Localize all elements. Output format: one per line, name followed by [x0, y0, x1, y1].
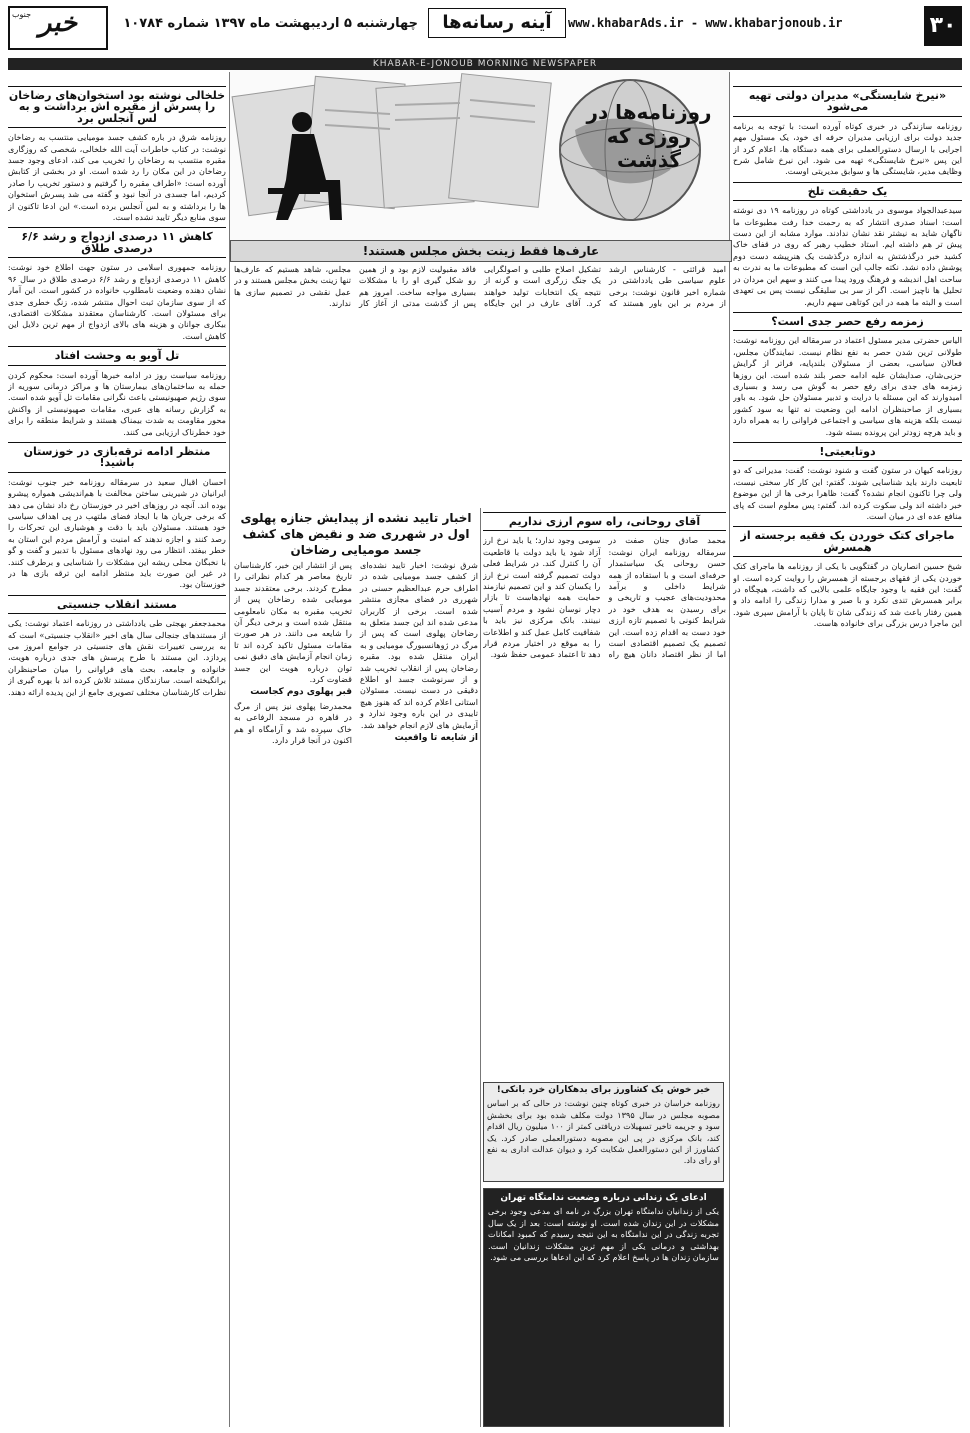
rohani-columns	[483, 535, 726, 661]
body-nirkh: روزنامه سازندگی در خبری کوتاه آورده است: با توجه به برنامه جدید دولت برای ارزیابی مدیران حرفه ای خود، یک مسئول مهم اجرایی با ارسال دستورالعملی برای همه دستگاه ها، اعلام کرد از این پس «نیرخ شایستگی» تهیه می شود. این نیرخ شامل شرح وظایف مدیر، شایستگی ها و سوابق مدیریتی اوست.	[733, 120, 962, 177]
reza-text-3: محمدرضا پهلوی نیز پس از مرگ در قاهره در مسجد الرفاعی به خاک سپرده شد و آرامگاه او هم اکنون در آنجا قرار دارد.	[234, 700, 352, 746]
reza-columns	[234, 560, 478, 748]
headline-house-arrest: زمزمه رفع حصر جدی است؟	[733, 312, 962, 331]
reza-text: شرق نوشت: اخبار تایید نشده‌ای از کشف جسد مومیایی شده در اطراف حرم عبدالعظیم حسنی در شهرری در فضای مجازی منتشر شده است. برخی از کاربران مدعی شده اند این جسد متعلق به رضاخان پهلوی است که پس از مرگ در ژوهانسبورگ مومیایی و به ایران منتقل شده بود. مقبره رضاخان پس از انقلاب تخریب شد و از سرنوشت جسد او اطلاع دقیقی در دست نیست. مسئولان استانی اعلام کرده اند که هنوز هیچ تاییدی در این باره وجود ندارد و آزمایش های لازم انجام خواهد شد.	[360, 560, 478, 730]
arif-text: امید قرائتی - کارشناس ارشد علوم سیاسی طی یادداشتی در شماره اخیر قانون نوشت: برخی از مردم بر این باور هستند که تشکیل اصلاح طلبی و اصولگرایی یک جنگ زرگری است و گرنه از نتیجه یک انتخابات تولید خواهند کرد. آقای عارف در این جایگاه فاقد مقبولیت لازم بود و از همین رو شکل گیری او را با مشکلات بسیاری مواجه ساخت. امروز هم پس از گذشت مدتی از آغاز کار مجلس، شاهد هستیم که عارف‌ها تنها زینت بخش مجلس هستند و در عمل نقشی در تصمیم سازی ها ندارند.	[234, 264, 726, 309]
headline-bitter-truth: یک حقیقت تلخ	[733, 182, 962, 201]
headline-documentary: مستند انقلاب جنسیتی	[8, 595, 226, 614]
headline-rohani: آقای روحانی، راه سوم ارزی نداریم	[483, 512, 726, 531]
body-bitter-truth: سیدعبدالجواد موسوی در یادداشتی کوتاه در روزنامه ۱۹ دی نوشته است: اسناد صدری انتشار که به رحمت خدا رفت مطبوعات ما ناگهان شاید به نیشتر نقد نشان ندادند. موارد مشابه از این دست پیش تر هم داشته ایم. استاد خطیب رهبر که روی در قفای خاک کشید خبر درگذشتش به اندازه درگذشت یک هنرپیشه دست دوم پوشش داده نشد. نکته جالب این است که مطبوعات ما به ندرت به ساحت اهل اندیشه و فرهنگ ورود پیدا می کنند و سهم این مردان در تحلیل ها ناچیز است. اگر از سر بی سلیقگی نیست پس بی تعهدی است و البته ما همه در این کوتاهی سهم داریم.	[733, 205, 962, 307]
headline-faqih: ماجرای کتک خوردن یک فقیه برجسته از همسرش	[733, 526, 962, 557]
body-tel-aviv: روزنامه سیاست روز در ادامه خبرها آورده است: محکوم کردن حمله به ساختمان‌های بیمارستان ها و مراکز درمانی سوریه از سوی رژیم صهیونیستی باعث نگرانی مقامات تل آویو شده است. به گزارش رسانه های عبری، مقامات صهیونیستی از واکنش محور مقاومت به شدت بیمناک هستند و شرایط منطقه را برای خود خطرناک ارزیابی می کنند.	[8, 369, 226, 437]
body-arif	[234, 264, 726, 504]
left-column	[8, 82, 226, 1427]
headline-farmer: خبر خوش یک کشاورز برای بدهکاران خرد بانکی!	[496, 1085, 711, 1095]
farmer-box	[483, 1082, 724, 1182]
prison-text: یکی از زندانیان ندامتگاه تهران بزرگ در نامه ای مدعی وجود برخی مشکلات در این زندان شده است. او نوشته است: بعد از یک سال تجربه زندگی در این ندامتگاه به این نتیجه رسیدم که کمبود امکانات بهداشتی و درمانی یکی از مهم ترین مشکلات زندانیان است. سازمان زندان ها در پاسخ اعلام کرد که این ادعاها بررسی می شود.	[488, 1206, 719, 1263]
headline-khalkhali: خلخالی نوشته بود استخوان‌های رضاخان را پسرش از مقبره اش برداشت و به لس آنجلس برد	[8, 86, 226, 128]
farmer-text: روزنامه خراسان در خبری کوتاه چنین نوشت: در حالی که بر اساس مصوبه مجلس در سال ۱۳۹۵ دولت مکلف شده بود برای بخشش سود و جریمه تاخیر تسهیلات دریافتی کمتر از ۱۰۰ میلیون ریال اقدام کند، بانک مرکزی در پی این مصوبه دستورالعملی صادر کرد. یک کشاورز از این دستورالعمل شکایت کرد و دیوان عدالت اداری به نفع او رای داد.	[487, 1098, 721, 1166]
column-rule	[729, 72, 730, 1427]
illustration-title: روزنامه‌ها در روزی که گذشت	[586, 100, 712, 172]
column-rule	[480, 508, 481, 1427]
body-marriage: روزنامه جمهوری اسلامی در ستون جهت اطلاع خود نوشت: کاهش ۱۱ درصدی ازدواج و رشد ۶/۶ درصدی طلاق در سال ۹۶ نشان دهنده وضعیت نامطلوب خانواده در کشور است. این آمار که از سوی سازمان ثبت احوال منتشر شده، زنگ خطری جدی برای مسئولان است. کارشناسان معتقدند مشکلات اقتصادی، بیکاری جوانان و هزینه های بالای ازدواج از مهم ترین دلایل این کاهش است.	[8, 262, 226, 341]
headline-marriage: کاهش ۱۱ درصدی ازدواج و رشد ۶/۶ درصدی طلاق	[8, 227, 226, 258]
date-line: چهارشنبه ۵ اردیبهشت ماه ۱۳۹۷ شماره ۱۰۷۸۴	[123, 16, 418, 31]
logo-sub: جنوب	[12, 10, 32, 19]
headline-khuzestan: منتظر ادامه ترقه‌بازی در خوزستان باشید!	[8, 442, 226, 473]
site-urls[interactable]: www.khabarAds.ir - www.khabarjonoub.ir	[568, 16, 843, 30]
reza-subhead-rumor: از شایعه تا واقعیت	[394, 733, 478, 744]
headline-tel-aviv: تل آویو به وحشت افتاد	[8, 346, 226, 365]
reza-subhead-grave: قبر پهلوی دوم کجاست	[250, 687, 352, 698]
logo-main: خبر	[38, 8, 78, 38]
right-column	[733, 82, 962, 1427]
body-faqih: شیخ حسین انصاریان در گفتگویی با یکی از روزنامه ها ماجرای کتک خوردن یکی از فقهای برجسته از همسرش را روایت کرده است. او گفت: این فقیه با وجود جایگاه علمی بالایی که داشت، هیچگاه در برابر همسرش تندی نکرد و با صبر و مدارا زندگی را ادامه داد و همین رفتار باعث شد که زندگی شان تا پایان با آرامش سپری شود. این ماجرا درس بزرگی برای خانواده هاست.	[733, 561, 962, 629]
body-khalkhali: روزنامه شرق در باره کشف جسد مومیایی منتسب به رضاخان نوشت: در کتاب خاطرات آیت الله خلخالی، شخصی که روزگاری مقبره منتسب به رضاخان را تخریب می کند، ادعای وجود جسد رضاخان در این مکان را رد شده است. او در بخشی از کتابش آورده است: «اطراف مقبره را گرفتیم و دستور تخریب را صادر کردیم، اما جسدی در آنجا نبود و گفته می شد پسرش استخوان ها را برداشته و به لس آنجلس برده است.» این ادعا تاکنون از سوی منابع دیگر تایید نشده است.	[8, 132, 226, 223]
headline-prison: ادعای یک زندانی درباره وضعیت ندامتگاه تهران	[500, 1193, 707, 1203]
page-number: ۳۰	[924, 6, 962, 46]
newspaper-logo	[8, 6, 108, 50]
header-illustration	[230, 70, 730, 240]
section-title: آینه رسانه‌ها	[428, 8, 566, 38]
body-khuzestan: احسان اقبال سعید در سرمقاله روزنامه خبر جنوب نوشت: ایرانیان در شیرینی ساختن مخالفت با هم‌اندیشی همواره پیشرو بوده اند. آنچه در روزهای اخیر در خوزستان رخ داد نشان می دهد که برخی جریان ها با ایجاد فضای ملتهب در پی اهداف سیاسی خود هستند. مسئولان باید با دقت و هوشیاری این تحرکات را رصد کنند و اجازه ندهند که امنیت و آرامش مردم این استان به خطر بیفتد. انتظار می رود نهادهای مسئول با تدبیر و گفت و گو با نخبگان محلی ریشه این مشکلات را شناسایی و برطرف کنند. در غیر این صورت باید منتظر ادامه این ترقه بازی ها در خوزستان بود.	[8, 476, 226, 590]
reza-article	[234, 508, 478, 1427]
headline-nirkh: «نیرخ شایستگی» مدیران دولتی تهیه می‌شود	[733, 86, 962, 117]
body-documentary: محمدجعفر بهجتی طی یادداشتی در روزنامه اعتماد نوشت: یکی از مستندهای جنجالی سال های اخیر «انقلاب جنسیتی» است که به بررسی تغییرات نقش های جنسیتی در جوامع امروز می پردازد. این مستند با طرح پرسش های جدی درباره هویت، خانواده و جامعه، بحث های فراوانی را میان صاحبنظران برانگیخته است. سازندگان مستند تلاش کرده اند با بهره گیری از نظرات کارشناسان مختلف تصویری جامع از این پدیده ارائه دهند.	[8, 618, 226, 697]
body-house-arrest: الیاس حضرتی مدیر مسئول اعتماد در سرمقاله این روزنامه نوشت: طولانی ترین شدن حصر به نفع نظام نیست. نمایندگان مجلس، فعالان سیاسی، بعضی از مسئولان بلندپایه، فراتر از گرایش حزبی‌شان، صدایشان علیه ادامه حصر بلند شده است. این روزها زمزمه های جدی برای رفع حصر به گوش می رسد و بسیاری امیدوارند که این مسئله با درایت و تدبیر مسئولان حل شود. به باور بسیاری از صاحبنظران ادامه این وضعیت نه تنها به سود کشور نیست بلکه هزینه های سیاسی و اجتماعی فراوانی را به همراه دارد و باید هرچه زودتر این پرونده بسته شود.	[733, 335, 962, 437]
rohani-text: محمد صادق جنان صفت در سرمقاله روزنامه ایران نوشت: حسن روحانی یک سیاستمدار حرفه‌ای است و با استفاده از همه شرایط داخلی و برآمد محدودیت‌های عجیب و تاریخی و برای رسیدن به هدف خود در شرایط کنونی با تصمیم تازه ارزی خود دست به اقدام زده است. این تصمیم یک تصمیم اقتصادی است اما از نظر اقتصاد دانان هیچ راه سومی وجود ندارد؛ یا باید نرخ ارز آزاد شود یا باید دولت با قاطعیت آن را کنترل کند. در شرایط فعلی دولت تصمیم گرفته است نرخ ارز را یکسان کند و این تصمیم نیازمند حمایت همه نهادهاست تا بازار دچار نوسان نشود و مردم آسیب نبینند. بانک مرکزی نیز باید با شفافیت کامل عمل کند و اطلاعات را به موقع در اختیار مردم قرار دهد تا اعتماد عمومی حفظ شود.	[483, 535, 726, 660]
headline-arif: عارف‌ها فقط زینت بخش مجلس هستند!	[230, 240, 732, 262]
english-band: KHABAR-E-JONOUB MORNING NEWSPAPER	[8, 58, 962, 70]
headline-dual-citizenship: دوتابعیتی!	[733, 442, 962, 461]
reza-text-2: پس از انتشار این خبر، کارشناسان تاریخ معاصر هر کدام نظراتی را مطرح کردند. برخی معتقدند جسد مومیایی شده رضاخان پس از تخریب مقبره به مکان نامعلومی منتقل شده است و برخی دیگر آن را شایعه می دانند. در هر صورت مقامات مسئول تاکید کرده اند تا زمان انجام آزمایش های دقیق نمی توان درباره هویت این جسد قضاوت کرد.	[234, 560, 352, 685]
masthead	[8, 6, 962, 60]
prison-box	[483, 1188, 724, 1427]
column-rule	[229, 72, 230, 1427]
body-dual-citizenship: روزنامه کیهان در ستون گفت و شنود نوشت: گفت: مدیرانی که دو تابعیت دارند باید شناسایی شوند. گفتم: این کار کار سختی نیست، ولی چرا تاکنون انجام نشده؟ گفت: ظاهرا برخی ها از این موضوع خبر داشته اند ولی سکوت کرده اند. گفتم: پس معلوم است که پای منافع عده ای در میان است.	[733, 465, 962, 521]
headline-reza: اخبار تایید نشده از پیدایش جنازه پهلوی اول در شهرری ضد و نقیض های کشف جسد مومیایی رضاخان	[240, 511, 472, 557]
